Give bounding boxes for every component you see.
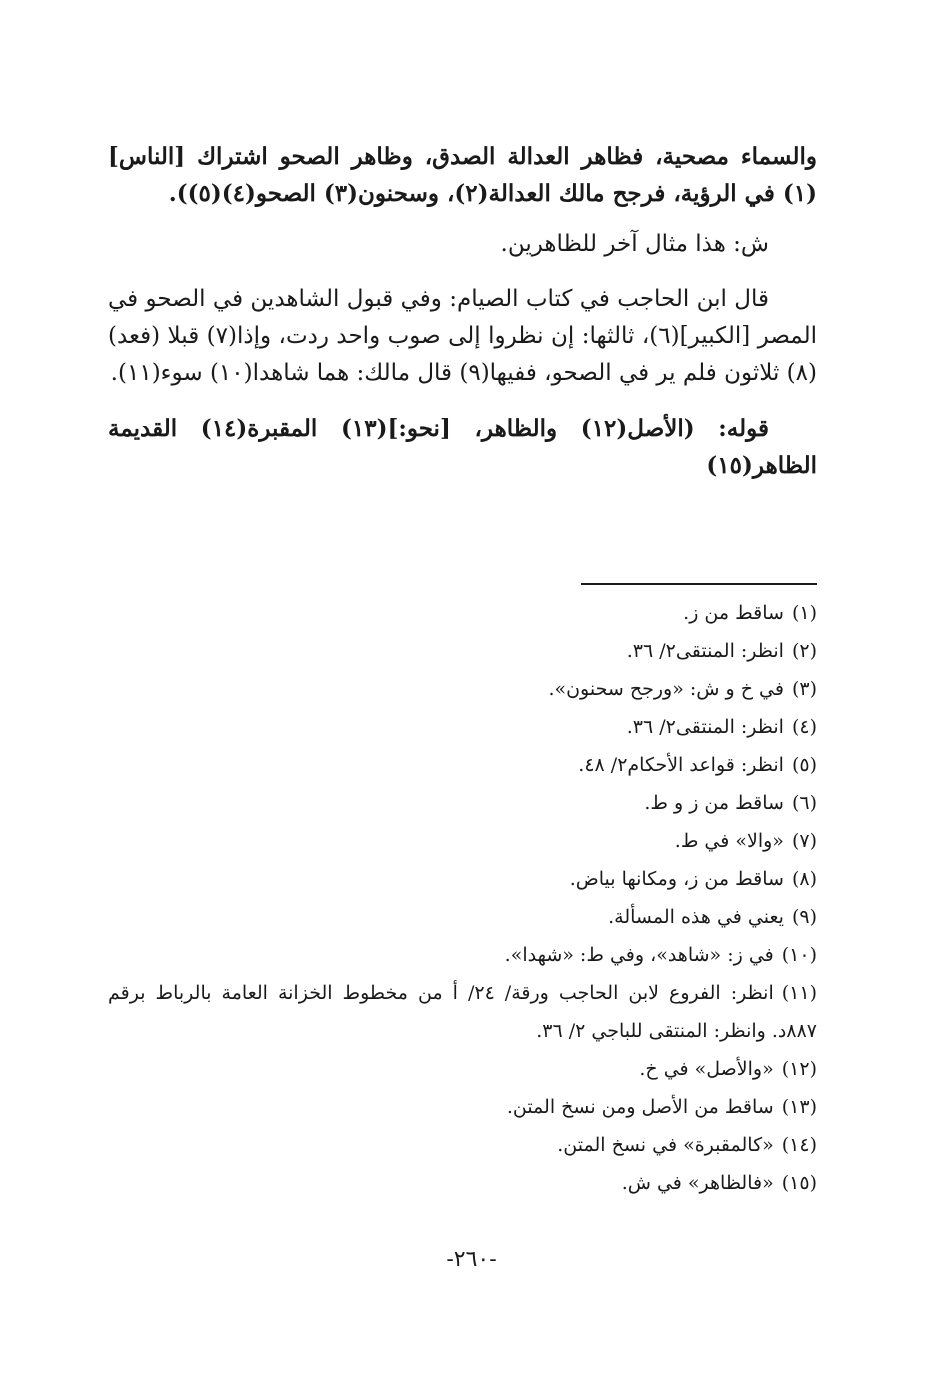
footnote-number: (١٣) (781, 1096, 817, 1118)
footnote-number: (١٢) (781, 1058, 817, 1080)
footnote-number: (١٠) (781, 944, 817, 966)
footnote-number: (٧) (791, 830, 817, 852)
footnote-text: ساقط من الأصل ومن نسخ المتن. (506, 1096, 774, 1118)
footnote-number: (٤) (791, 716, 817, 738)
footnote-text: انظر: المنتقى٢/ ٣٦. (626, 640, 784, 662)
footnote-text: «والأصل» في خ. (639, 1058, 774, 1080)
footnote-number: (١) (791, 602, 817, 624)
footnote-item (108, 1050, 817, 1088)
footnote-number: (٥) (791, 754, 817, 776)
footnote-item (108, 708, 817, 746)
footnote-number: (٩) (791, 906, 817, 928)
footnote-divider (581, 583, 817, 585)
paragraph-quote-next: قوله: (الأصل(١٢) والظاهر، [نحو:](١٣) المقبرة(١٤) القديمة الظاهر(١٥) (108, 415, 817, 479)
footnote-text: انظر: المنتقى٢/ ٣٦. (626, 716, 784, 738)
footnote-item (108, 632, 817, 670)
footnote-item (108, 822, 817, 860)
footnote-text: «كالمقبرة» في نسخ المتن. (557, 1134, 774, 1156)
footnote-item (108, 1088, 817, 1126)
footnote-text: في ز: «شاهد»، وفي ط: «شهدا». (504, 944, 774, 966)
footnote-item (108, 1164, 817, 1202)
footnote-item (108, 670, 817, 708)
footnotes-list (108, 594, 817, 1202)
footnote-text: انظر: قواعد الأحكام٢/ ٤٨. (578, 754, 784, 776)
footnote-text: «والا» في ط. (674, 830, 784, 852)
footnote-text: «فالظاهر» في ش. (621, 1172, 774, 1194)
footnote-item (108, 746, 817, 784)
footnote-text: ساقط من ز، ومكانها بياض. (569, 868, 784, 890)
footnote-text: يعني في هذه المسألة. (608, 906, 784, 928)
footnote-text: ساقط من ز. (683, 602, 784, 624)
footnote-number: (١٤) (781, 1134, 817, 1156)
footnote-number: (١٥) (781, 1172, 817, 1194)
paragraph-ibn-hajib: قال ابن الحاجب في كتاب الصيام: وفي قبول الشاهدين في الصحو في المصر [الكبير](٦)، ثالثها: إن نظروا إلى صوب واحد ردت، وإذا(٧) قبلا (فعد)(٨) ثلاثون فلم ير في الصحو، ففيها(٩) قال مالك: هما شاهدا(١٠) سوء(١١). (108, 286, 817, 386)
footnote-text: ساقط من ز و ط. (644, 792, 784, 814)
paragraph-quote: والسماء مصحية، فظاهر العدالة الصدق، وظاهر الصحو اشتراك [الناس](١) في الرؤية، فرجح مالك العدالة(٢)، وسحنون(٣) الصحو(٤)(٥)). (108, 143, 817, 207)
footnote-item (108, 594, 817, 632)
footnote-item (108, 784, 817, 822)
footnote-item (108, 860, 817, 898)
footnote-number: (٨) (791, 868, 817, 890)
footnote-number: (١١) (781, 982, 818, 1004)
footnote-text: انظر: الفروع لابن الحاجب ورقة/ ٢٤/ أ من مخطوط الخزانة العامة بالرباط برقم ٨٨٧د. وانظر: المنتقى للباجي ٢/ ٣٦. (108, 982, 817, 1042)
footnote-item (108, 1126, 817, 1164)
footnote-item (108, 898, 817, 936)
footnote-number: (٢) (791, 640, 817, 662)
footnote-item (108, 974, 817, 1050)
paragraph-commentary: ش: هذا مثال آخر للظاهرين. (500, 231, 769, 257)
footnote-number: (٣) (791, 678, 817, 700)
footnote-item (108, 936, 817, 974)
footnote-number: (٦) (791, 792, 817, 814)
main-text (108, 138, 817, 484)
page-number: -٢٦٠- (446, 1247, 497, 1272)
footnote-text: في خ و ش: «ورجح سحنون». (548, 678, 784, 700)
